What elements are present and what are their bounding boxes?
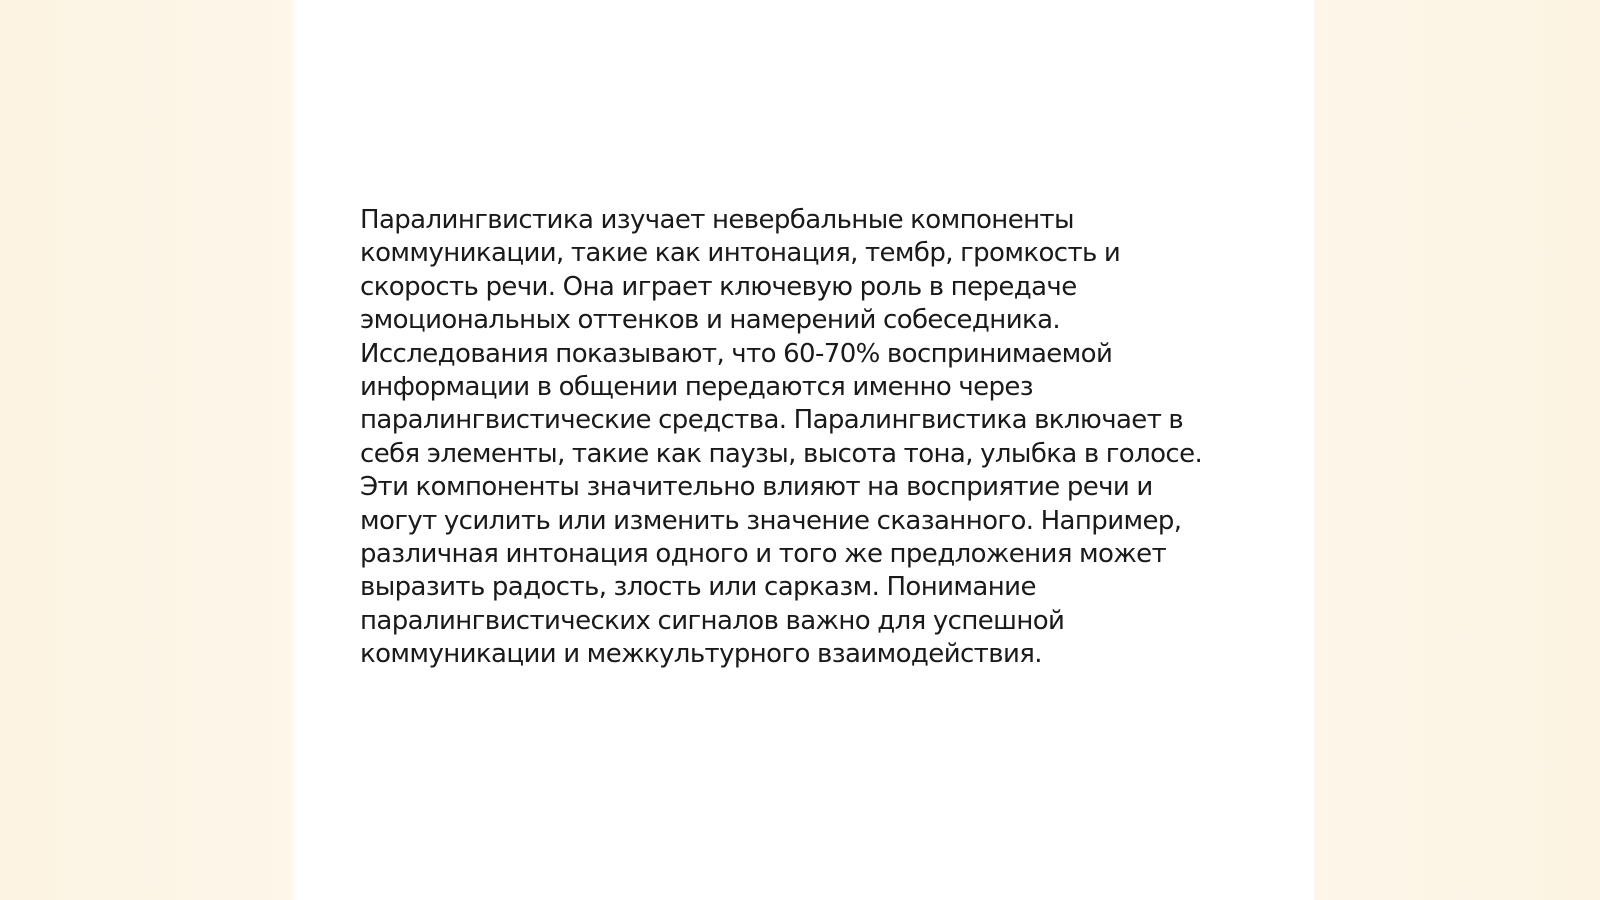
text-line: Исследования показывают, что 60-70% воспринимаемой <box>360 338 1113 369</box>
text-line: могут усилить или изменить значение сказанного. Например, <box>360 505 1182 536</box>
text-line: паралингвистических сигналов важно для успешной <box>360 605 1065 636</box>
text-line: себя элементы, такие как паузы, высота тона, улыбка в голосе. <box>360 438 1203 469</box>
slide-body-text <box>360 204 1240 672</box>
text-line: Паралингвистика изучает невербальные компоненты <box>360 205 1074 235</box>
text-line: информации в общении передаются именно через <box>360 372 1034 403</box>
text-line: Эти компоненты значительно влияют на восприятие речи и <box>360 472 1153 503</box>
text-line: выразить радость, злость или сарказм. Понимание <box>360 572 1036 603</box>
text-line: коммуникации и межкультурного взаимодействия. <box>360 639 1042 670</box>
text-line: эмоциональных оттенков и намерений собеседника. <box>360 305 1061 336</box>
text-line: скорость речи. Она играет ключевую роль в передаче <box>360 271 1077 302</box>
text-line: паралингвистические средства. Паралингвистика включает в <box>360 405 1184 436</box>
slide <box>296 0 1314 900</box>
text-line: различная интонация одного и того же предложения может <box>360 539 1167 570</box>
text-line: коммуникации, такие как интонация, тембр, громкость и <box>360 238 1121 269</box>
